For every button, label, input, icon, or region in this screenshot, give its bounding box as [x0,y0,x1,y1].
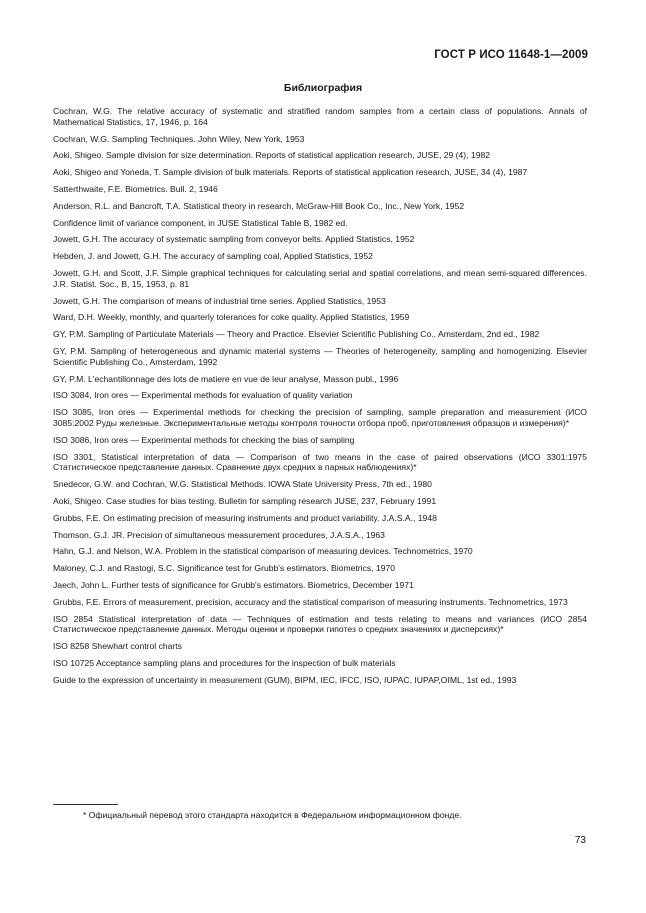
reference-item: Aoki, Shigeo. Sample division for size determination. Reports of statistical application research, JUSE, 29 (4), 1982 [53,150,491,161]
reference-item: Cochran, W.G. The relative accuracy of systematic and stratified random samples from a certain class of populations. Annals of Mathematical Statistics, 17, 1946, p. 164 [53,106,587,127]
reference-item: Jaech, John L. Further tests of significance for Grubb's estimators. Biometrics, December 1971 [53,579,414,590]
footnote-divider [53,804,118,805]
reference-item: Hebden, J. and Jowett, G.H. The accuracy of sampling coal, Applied Statistics, 1952 [53,251,373,262]
footnote: * Официальный перевод этого стандарта находится в Федеральном информационном фонде. [83,810,462,820]
reference-item: GY, P.M. Sampling of Particulate Materials — Theory and Practice. Elsevier Scientific Publishing Co., Amsterdam, 2nd ed., 1982 [53,329,540,340]
reference-item: Maloney, C.J. and Rastogi, S.C. Significance test for Grubb's estimators. Biometrics, 1970 [53,563,396,574]
reference-item: Satterthwaite, F.E. Biometrics. Bull. 2, 1946 [53,183,218,194]
section-title: Библиография [283,82,363,94]
reference-item: ISO 3301, Statistical interpretation of data — Comparison of two means in the case of paired observations (ИСО 3301:1975 Статистическое представление данных. Сравнение двух средних в парных наблюдениях)* [53,451,587,473]
reference-item: ISO 10725 Acceptance sampling plans and procedures for the inspection of bulk materials [53,657,396,668]
reference-item: Hahn, G.J. and Nelson, W.A. Problem in the statistical comparison of measuring devices. Technometrics, 1970 [53,546,473,557]
reference-item: Grubbs, F.E. On estimating precision of measuring instruments and product variability. J.A.S.A., 1948 [53,512,437,523]
reference-item: Jowett, G.H. The comparison of means of industrial time series. Applied Statistics, 1953 [53,295,386,306]
document-header: ГОСТ Р ИСО 11648-1—2009 [434,49,588,61]
reference-item: Cochran, W.G. Sampling Techniques. John Wiley, New York, 1953 [53,133,305,144]
reference-item: Aoki, Shigeo. Case studies for bias testing. Bulletin for sampling research JUSE, 237, February 1991 [53,495,437,506]
reference-item: ISO 2854 Statistical interpretation of data — Techniques of estimation and tests relating to means and variances (ИСО 2854 Статистическое представление данных. Методы оценки и проверки гипотез о средних значениях и дисперсиях)* [53,613,587,635]
reference-item: Jowett, G.H. The accuracy of systematic sampling from conveyor belts. Applied Statistics, 1952 [53,234,415,245]
reference-item: Thomson, G.J. JR. Precision of simultaneous measurement procedures, J.A.S.A., 1963 [53,529,385,540]
bibliography-list [53,106,587,691]
reference-item: ISO 8258 Shewhart control charts [53,641,182,652]
reference-item: Aoki, Shigeo and Yoneda, T. Sample division of bulk materials. Reports of statistical application research, JUSE, 34 (4), 1987 [53,167,528,178]
reference-item: Jowett, G.H. and Scott, J.F. Simple graphical techniques for calculating serial and spatial correlations, and mean semi-squared differences. J.R. Statist. Soc., B, 15, 1953, p. 81 [53,267,587,289]
reference-item: Guide to the expression of uncertainty in measurement (GUM), BIPM, IEC, IFCC, ISO, IUPAC, IUPAP,OIML, 1st ed., 1993 [53,674,517,685]
reference-item: GY, P.M. Sampling of heterogeneous and dynamic material systems — Theories of heterogeneity, sampling and homogenizing. Elsevier Scientific Publishing Co., Amsterdam, 1992 [53,345,587,367]
reference-item: GY, P.M. L'echantillonnage des lots de matiere en vue de leur analyse, Masson publ., 1996 [53,373,399,384]
reference-item: Snedecor, G.W. and Cochran, W.G. Statistical Methods. IOWA State University Press, 7th ed., 1980 [53,479,432,490]
reference-item: Anderson, R.L. and Bancroft, T.A. Statistical theory in research, McGraw-Hill Book Co., Inc., New York, 1952 [53,200,465,211]
reference-item: Ward, D.H. Weekly, monthly, and quarterly tolerances for coke quality. Applied Statistics, 1959 [53,312,410,323]
reference-item: Confidence limit of variance component, in JUSE Statistical Table B, 1982 ed. [53,217,348,228]
reference-item: ISO 3084, Iron ores — Experimental methods for evaluation of quality variation [53,390,353,401]
page-number: 73 [574,835,586,846]
reference-item: ISO 3085, Iron ores — Experimental methods for checking the precision of sampling, sample preparation and measurement (ИСО 3085:2002 Руды железные. Экспериментальные методы контроля точности отбора проб, приготовления образцов и измерения)* [53,407,587,428]
reference-item: ISO 3086, Iron ores — Experimental methods for checking the bias of sampling [53,434,355,445]
reference-item: Grubbs, F.E. Errors of measurement, precision, accuracy and the statistical comparison of measuring instruments. Technometrics, 1973 [53,596,568,607]
